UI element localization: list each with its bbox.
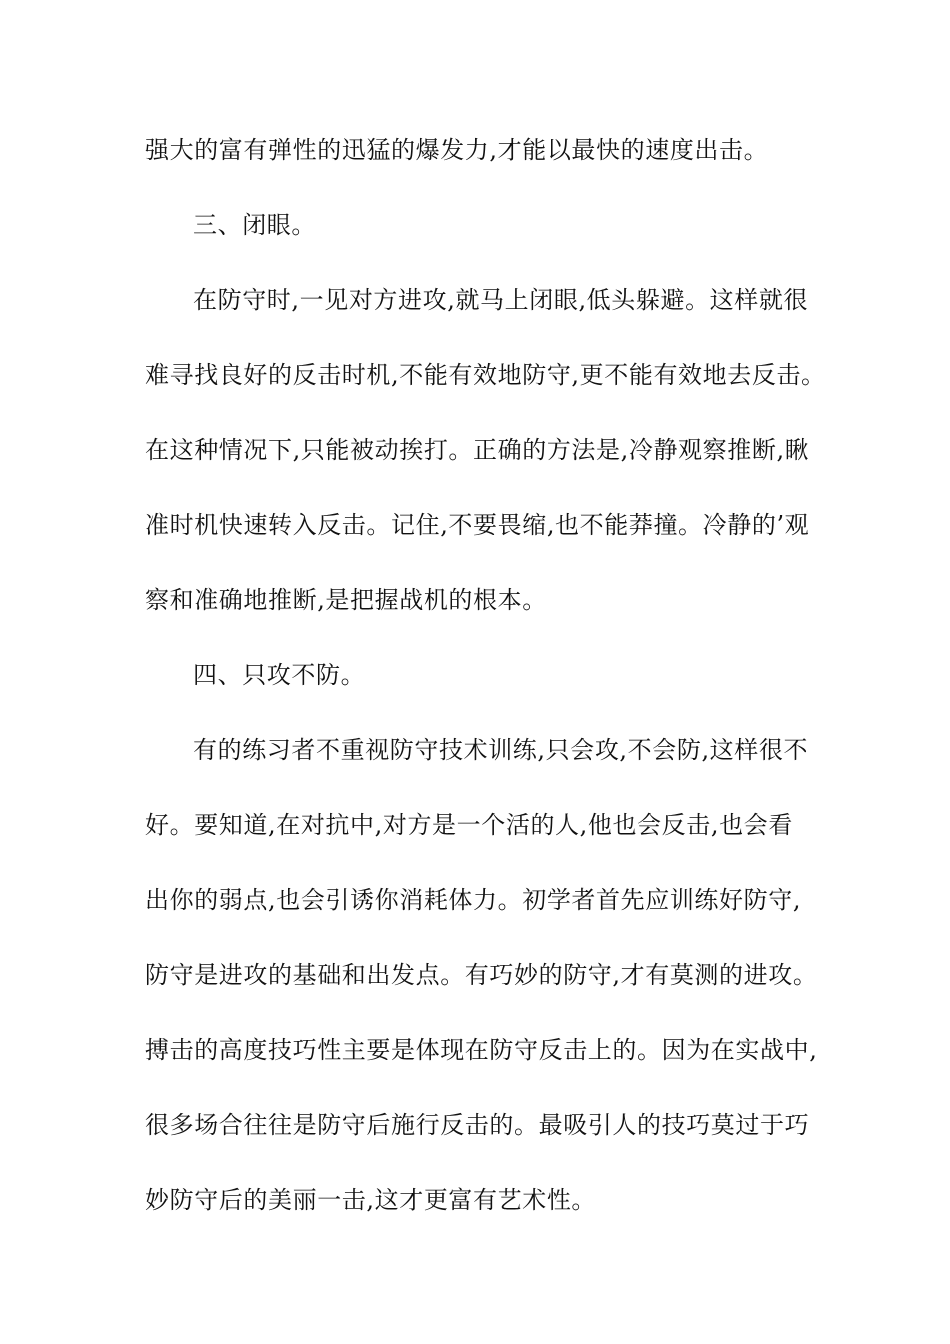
- text-line-3: 在防守时,一见对方进攻,就马上闭眼,低头躲避。这样就很: [193, 286, 809, 314]
- text-line-9: 有的练习者不重视防守技术训练,只会攻,不会防,这样很不: [193, 736, 809, 764]
- text-line-11: 出你的弱点,也会引诱你消耗体力。初学者首先应训练好防守,: [145, 886, 802, 914]
- text-line-4: 难寻找良好的反击时机,不能有效地防守,更不能有效地去反击。: [145, 361, 826, 389]
- section-heading-4: 四、只攻不防。: [193, 661, 366, 689]
- section-heading-3: 三、闭眼。: [193, 211, 316, 239]
- text-line-14: 很多场合往往是防守后施行反击的。最吸引人的技巧莫过于巧: [145, 1111, 810, 1139]
- text-line-10: 好。要知道,在对抗中,对方是一个活的人,他也会反击,也会看: [145, 811, 793, 839]
- text-line-12: 防守是进攻的基础和出发点。有巧妙的防守,才有莫测的进攻。: [145, 961, 818, 989]
- text-line-1: 强大的富有弹性的迅猛的爆发力,才能以最快的速度出击。: [145, 136, 769, 164]
- text-line-5: 在这种情况下,只能被动挨打。正确的方法是,冷静观察推断,瞅: [145, 436, 810, 464]
- text-line-7: 察和准确地推断,是把握战机的根本。: [145, 586, 547, 614]
- text-line-6: 准时机快速转入反击。记住,不要畏缩,也不能莽撞。冷静的’观: [145, 511, 810, 539]
- text-line-15: 妙防守后的美丽一击,这才更富有艺术性。: [145, 1186, 597, 1214]
- text-line-13: 搏击的高度技巧性主要是体现在防守反击上的。因为在实战中,: [145, 1036, 818, 1064]
